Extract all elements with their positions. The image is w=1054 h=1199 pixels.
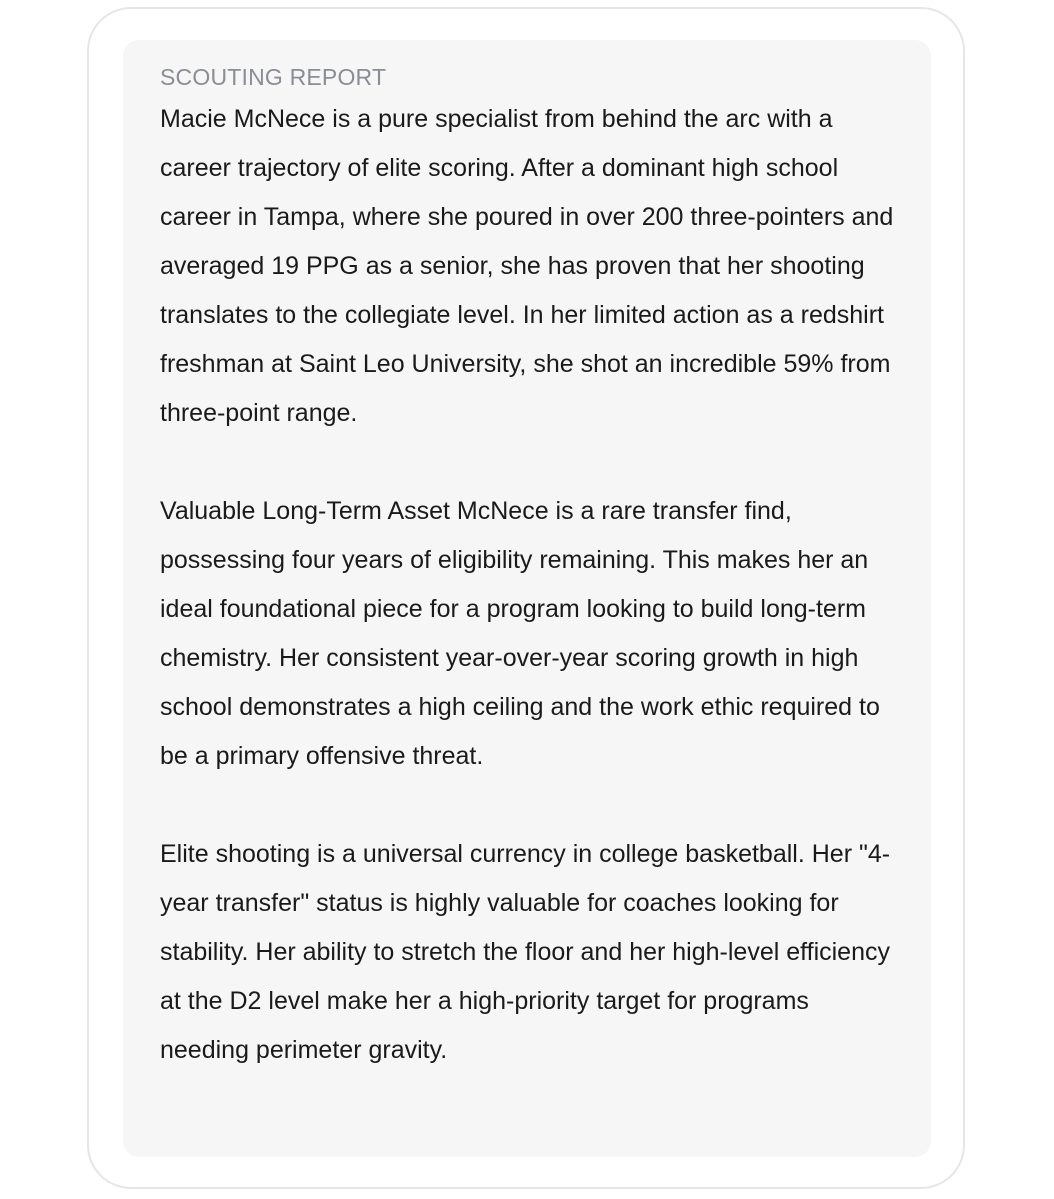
report-paragraph-3: Elite shooting is a universal currency in college basketball. Her "4-year transfer" status is highly valuable for coaches looking for stability. Her ability to stretch the floor and her high-level efficiency at the D2 level make her a high-priority target for programs needing perimeter gravity. xyxy=(160,840,891,1064)
report-paragraph-1: Macie McNece is a pure specialist from behind the arc with a career trajectory of elite scoring. After a dominant high school career in Tampa, where she poured in over 200 three-pointers and averaged 19 PPG as a senior, she has proven that her shooting translates to the collegiate level. In her limited action as a redshirt freshman at Saint Leo University, she shot an incredible 59% from three-point range. xyxy=(160,105,894,427)
section-label: SCOUTING REPORT xyxy=(160,64,387,90)
report-paragraph-2: Valuable Long-Term Asset McNece is a rare transfer find, possessing four years of eligibility remaining. This makes her an ideal foundational piece for a program looking to build long-term chemistry. Her consistent year-over-year scoring growth in high school demonstrates a high ceiling and the work ethic required to be a primary offensive threat. xyxy=(160,497,880,770)
scouting-report-panel xyxy=(123,40,931,1157)
